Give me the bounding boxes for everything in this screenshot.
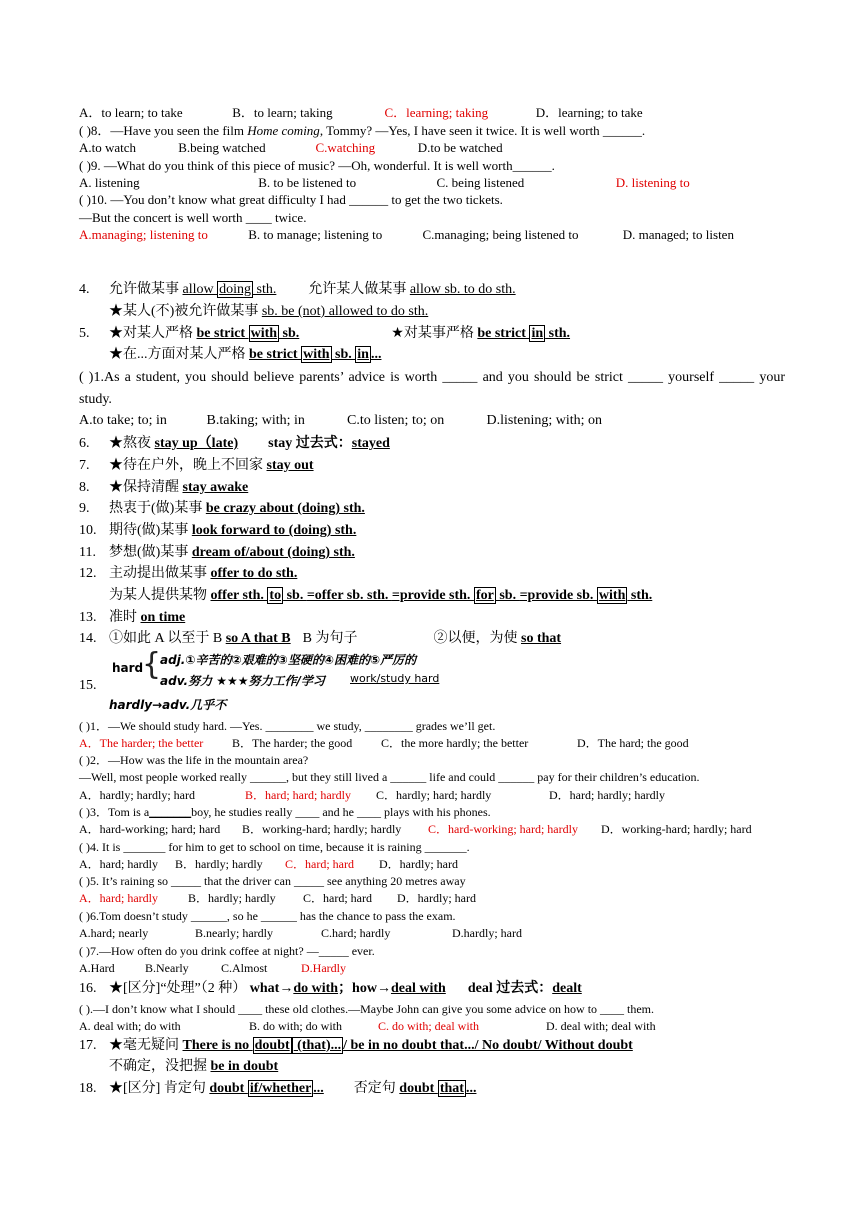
hard-q3-option-d: D．working-hard; hardly; hard [601, 822, 752, 836]
q9-option-c: C. being listened [436, 175, 525, 190]
hard-q3-blank: _______ [149, 805, 192, 819]
item-7 [79, 456, 314, 476]
hard-q6-option-c: C.hard; hardly [321, 926, 391, 940]
item-17-phrase-a: There is no [182, 1038, 253, 1053]
q5-1-stem: ( )1.As a student, you should believe parents’ advice is worth _____ and you should be strict _____ yourself _____ your study. [79, 370, 785, 407]
item-17-line2-cn: 不确定，没把握 [109, 1059, 211, 1074]
item-12-line2-cn: 为某人提供某物 [109, 588, 211, 603]
item-6-past: stayed [351, 436, 390, 451]
item-number: 8. [79, 480, 90, 495]
item-16-deal-with: deal with [390, 981, 446, 996]
hard-q4-option-b: B．hardly; hardly [175, 857, 263, 871]
item-number: 14. [79, 631, 97, 646]
item-18-phrase-c: doubt [399, 1081, 438, 1096]
hard-q7-option-d: D.Hardly [301, 961, 346, 975]
hard-q7-stem: ( )7.—How often do you drink coffee at night? —_____ ever. [79, 944, 375, 958]
item-4-line2-cn: ★某人(不)被允许做某事 [109, 304, 262, 319]
hard-q2-stem-2: —Well, most people worked really ______, but they still lived a ______ life and could ______ pay for their children’s education. [79, 770, 700, 784]
hard-q6-option-d: D.hardly; hard [452, 926, 522, 940]
item-17-line-2 [109, 1057, 278, 1077]
item-18-phrase-b: ... [313, 1081, 324, 1096]
item-7-cn: ★待在户外，晚上不回家 [109, 458, 267, 473]
item-18-cn-2: 否定句 [353, 1081, 400, 1096]
item-18-phrase-a: doubt [209, 1081, 248, 1096]
q16-options [79, 1018, 656, 1034]
hard-q2-option-b: B．hard; hard; hardly [245, 788, 351, 802]
item-16-do-with: do with [293, 981, 339, 996]
item-number: 17. [79, 1038, 97, 1053]
item-4-phrase-b: sth. [253, 282, 277, 297]
hard-q5-option-d: D．hardly; hard [397, 891, 476, 905]
hard-q7-options [79, 960, 346, 976]
item-5-line-2 [109, 345, 381, 365]
item-12-offer-b: sb. [283, 588, 307, 603]
q8-film: Home coming [247, 123, 320, 138]
hard-q3-options [79, 821, 752, 837]
item-12-provide-b: sb. [495, 588, 520, 603]
item-10 [79, 521, 356, 541]
q9-options [79, 174, 690, 191]
q5-1-option-d: D.listening; with; on [486, 413, 602, 428]
hard-q7-option-c: C.Almost [221, 961, 268, 975]
item-16-past-label: deal 过去式： [467, 981, 553, 996]
hard-q2-option-d: D．hard; hardly; hardly [549, 788, 665, 802]
hard-q6-option-b: B.nearly; hardly [195, 926, 273, 940]
q10-stem-2: —But the concert is well worth ____ twice. [79, 210, 307, 225]
item-number: 5. [79, 326, 90, 341]
item-5-line2-cn: ★在...方面对某人严格 [109, 347, 249, 362]
q7-option-d: D．learning; to take [535, 105, 643, 120]
hard-q5-stem: ( )5. It’s raining so _____ that the driver can _____ see anything 20 metres away [79, 874, 466, 888]
item-16 [79, 979, 582, 999]
item-17 [79, 1036, 633, 1056]
hard-q4-stem: ( )4. It is _______ for him to get to school on time, because it is raining _______. [79, 840, 470, 854]
item-13-cn: 准时 [109, 610, 141, 625]
item-4-phrase-2: allow sb. to do sth. [409, 282, 516, 297]
hard-q3-stem-a: ( )3．Tom is a [79, 805, 150, 819]
hard-q3-option-b: B．working-hard; hardly; hardly [242, 822, 402, 836]
item-12-line-2 [109, 586, 652, 606]
item-14-note: B 为句子 [302, 631, 358, 646]
hard-q2-option-c: C．hardly; hard; hardly [376, 788, 492, 802]
item-number: 16. [79, 981, 97, 996]
q7-option-a: A．to learn; to take [79, 105, 183, 120]
q8-option-d: D.to be watched [417, 140, 503, 155]
item-8-phrase: stay awake [182, 480, 249, 495]
item-11-cn: 梦想(做)某事 [109, 545, 192, 560]
item-5-line2-c: ... [370, 347, 382, 362]
item-number: 18. [79, 1081, 97, 1096]
hard-q3-stem [79, 804, 491, 820]
item-15-number: 15. [79, 678, 97, 693]
q10-stem: ( )10. —You don’t know what great difficulty I had ______ to get the two tickets. [79, 192, 503, 207]
item-9-phrase: be crazy about (doing) sth. [205, 501, 365, 516]
item-4-phrase-a: allow [182, 282, 218, 297]
q16-option-b: B. do with; do with [249, 1019, 343, 1033]
item-number: 7. [79, 458, 90, 473]
item-13 [79, 608, 185, 628]
q9-option-a: A. listening [79, 175, 140, 190]
item-12-boxed-to: to [269, 588, 282, 603]
item-number: 11. [79, 545, 96, 560]
item-17-phrase-b: / be in no doubt that.../ No doubt/ Without doubt [343, 1038, 633, 1053]
hard-word: hard [112, 661, 144, 675]
item-14-cn-2: ②以便，为使 [433, 631, 521, 646]
q5-1-option-a: A.to take; to; in [79, 413, 167, 428]
item-10-cn: 期待(做)某事 [109, 523, 192, 538]
item-number: 4. [79, 282, 90, 297]
item-12-offer-c: =offer sb. sth. [306, 588, 392, 603]
item-12-boxed-for: for [475, 588, 494, 603]
item-4-line2-phrase: sb. be (not) allowed to do sth. [261, 304, 429, 319]
item-5-line2-boxed-with: with [303, 347, 330, 362]
item-number: 6. [79, 436, 90, 451]
q8-stem [79, 122, 645, 139]
item-6 [79, 434, 390, 454]
hard-q5-options [79, 890, 476, 906]
q16-stem: ( ).—I don’t know what I should ____ these old clothes.—Maybe John can give you some advice on how to ____ them. [79, 1002, 655, 1016]
q9-option-d: D. listening to [615, 175, 690, 190]
hard-definition-block [110, 647, 450, 692]
item-5-boxed-in: in [531, 326, 544, 341]
item-7-phrase: stay out [266, 458, 314, 473]
hard-q2-stem: ( )2．—How was the life in the mountain area? [79, 753, 309, 767]
item-5-cn: ★对某人严格 [109, 326, 197, 341]
q10-option-b: B. to manage; listening to [248, 227, 383, 242]
q8-option-c: C.watching [315, 140, 376, 155]
item-17-boxed-that: (that)... [293, 1038, 342, 1053]
q8-option-b: B.being watched [178, 140, 266, 155]
item-5-phrase-a: be strict [196, 326, 249, 341]
item-5-line2-a: be strict [249, 347, 302, 362]
hard-q4-option-c: C．hard; hard [285, 857, 354, 871]
item-9-cn: 热衷于(做)某事 [109, 501, 206, 516]
item-4 [79, 280, 516, 300]
hard-q4-option-a: A．hard; hardly [79, 857, 158, 871]
hard-q6-options [79, 925, 522, 941]
q8-stem-a: ( )8．—Have you seen the film [79, 123, 248, 138]
item-4-line-2 [109, 302, 428, 322]
item-14-phrase-2: so that [521, 631, 562, 646]
hard-q2-option-a: A．hardly; hardly; hard [79, 788, 195, 802]
item-18-phrase-d: ... [465, 1081, 477, 1096]
item-13-phrase: on time [140, 610, 186, 625]
item-6-cn: ★熬夜 [109, 436, 155, 451]
item-5-phrase-c: be strict [477, 326, 530, 341]
hard-q7-option-a: A.Hard [79, 961, 115, 975]
item-10-phrase: look forward to (doing) sth. [191, 523, 357, 538]
hard-q4-options [79, 856, 458, 872]
item-4-boxed-doing: doing [219, 282, 251, 297]
hard-work-phrase: work/study hard [350, 672, 440, 685]
q16-option-a: A. deal with; do with [79, 1019, 181, 1033]
q7-option-c: C．learning; taking [384, 105, 489, 120]
hard-adv: adv.努力 ★★★努力工作/学习 [160, 674, 325, 688]
hard-q1-stem: ( )1．—We should study hard. —Yes. ________ we study, ________ grades we’ll get. [79, 719, 496, 733]
q8-stem-b: , Tommy? —Yes, I have seen it twice. It is well worth ______. [319, 123, 646, 138]
item-17-line2-phrase: be in doubt [210, 1059, 279, 1074]
item-16-cn: ★[区分]“处理”（2 种） [109, 981, 250, 996]
item-5-cn-2: ★对某事严格 [391, 326, 478, 341]
q8-option-a: A.to watch [79, 140, 137, 155]
hard-q3-option-c: C．hard-working; hard; hardly [428, 822, 578, 836]
q16-option-c: C. do with; deal with [378, 1019, 479, 1033]
item-16-past: dealt [552, 981, 582, 996]
item-4-cn-2: 允许某人做某事 [308, 282, 410, 297]
item-12-cn: 主动提出做某事 [109, 566, 211, 581]
item-number: 10. [79, 523, 97, 538]
q5-1-options [79, 411, 602, 431]
q9-option-b: B. to be listened to [258, 175, 357, 190]
hard-q1-options [79, 735, 689, 751]
item-14-cn: ①如此 A 以至于 B [109, 631, 226, 646]
hard-q2-options [79, 787, 665, 803]
item-6-past-label: stay 过去式： [268, 436, 352, 451]
item-18 [79, 1079, 476, 1099]
item-11 [79, 543, 355, 563]
item-11-phrase: dream of/about (doing) sth. [191, 545, 355, 560]
q7-option-b: B．to learn; taking [232, 105, 333, 120]
hard-q5-option-a: A．hard; hardly [79, 891, 158, 905]
item-12 [79, 564, 297, 584]
q16-option-d: D. deal with; deal with [546, 1019, 656, 1033]
item-5-phrase-d: sth. [545, 326, 571, 341]
item-5-line2-b: sb. [331, 347, 356, 362]
hard-q5-option-b: B．hardly; hardly [188, 891, 276, 905]
item-16-how: ；how→ [338, 981, 391, 996]
hard-q6-option-a: A.hard; nearly [79, 926, 149, 940]
item-6-phrase: stay up（late) [154, 436, 239, 451]
item-5-phrase-b: sb. [279, 326, 300, 341]
item-4-cn: 允许做某事 [109, 282, 183, 297]
item-17-boxed-doubt: doubt [254, 1038, 290, 1053]
hardly-definition: hardly→adv.几乎不 [109, 698, 227, 712]
item-number: 9. [79, 501, 90, 516]
item-5-boxed-with: with [250, 326, 278, 341]
hard-q1-option-d: D．The hard; the good [577, 736, 689, 750]
item-18-cn: ★[区分] 肯定句 [109, 1081, 210, 1096]
item-9 [79, 499, 365, 519]
item-5 [79, 324, 570, 344]
hard-q5-option-c: C．hard; hard [303, 891, 372, 905]
item-number: 13. [79, 610, 97, 625]
item-14-phrase: so A that B [225, 631, 291, 646]
q10-options [79, 226, 734, 243]
q5-1-option-b: B.taking; with; in [206, 413, 305, 428]
q5-1-option-c: C.to listen; to; on [347, 413, 445, 428]
item-12-provide-a: =provide sth. [391, 588, 474, 603]
item-17-cn: ★毫无疑问 [109, 1038, 183, 1053]
item-12-boxed-with: with [598, 588, 626, 603]
hard-q1-option-a: A．The harder; the better [79, 736, 204, 750]
item-18-boxed-if-whether: if/whether [249, 1081, 312, 1096]
hard-q1-option-b: B．The harder; the good [232, 736, 353, 750]
item-16-what: what→ [249, 981, 294, 996]
hard-q4-option-d: D．hardly; hard [379, 857, 458, 871]
hard-adj: adj.①辛苦的②艰难的③坚硬的④困难的⑤严厉的 [160, 653, 417, 667]
q10-option-a: A.managing; listening to [79, 227, 208, 242]
item-12-phrase: offer to do sth. [210, 566, 298, 581]
q9-stem: ( )9. —What do you think of this piece of music? —Oh, wonderful. It is well worth______. [79, 158, 555, 173]
hard-q6-stem: ( )6.Tom doesn’t study ______, so he ______ has the chance to pass the exam. [79, 909, 456, 923]
q7-options [79, 104, 643, 121]
item-12-provide-d: sth. [627, 588, 653, 603]
q10-option-c: C.managing; being listened to [422, 227, 579, 242]
brace-icon: { [142, 647, 162, 682]
item-12-provide-c: =provide sb. [519, 588, 597, 603]
hard-q3-option-a: A．hard-working; hard; hard [79, 822, 221, 836]
q10-option-d: D. managed; to listen [622, 227, 734, 242]
item-8 [79, 478, 248, 498]
hard-q7-option-b: B.Nearly [145, 961, 189, 975]
item-12-offer-a: offer sth. [210, 588, 268, 603]
item-8-cn: ★保持清醒 [109, 480, 183, 495]
item-18-boxed-that: that [439, 1081, 464, 1096]
hard-q3-stem-b: boy, he studies really ____ and he ____ plays with his phones. [191, 805, 491, 819]
item-5-line2-boxed-in: in [357, 347, 369, 362]
hard-q1-option-c: C．the more hardly; the better [381, 736, 529, 750]
q8-options [79, 139, 503, 156]
item-number: 12. [79, 566, 97, 581]
